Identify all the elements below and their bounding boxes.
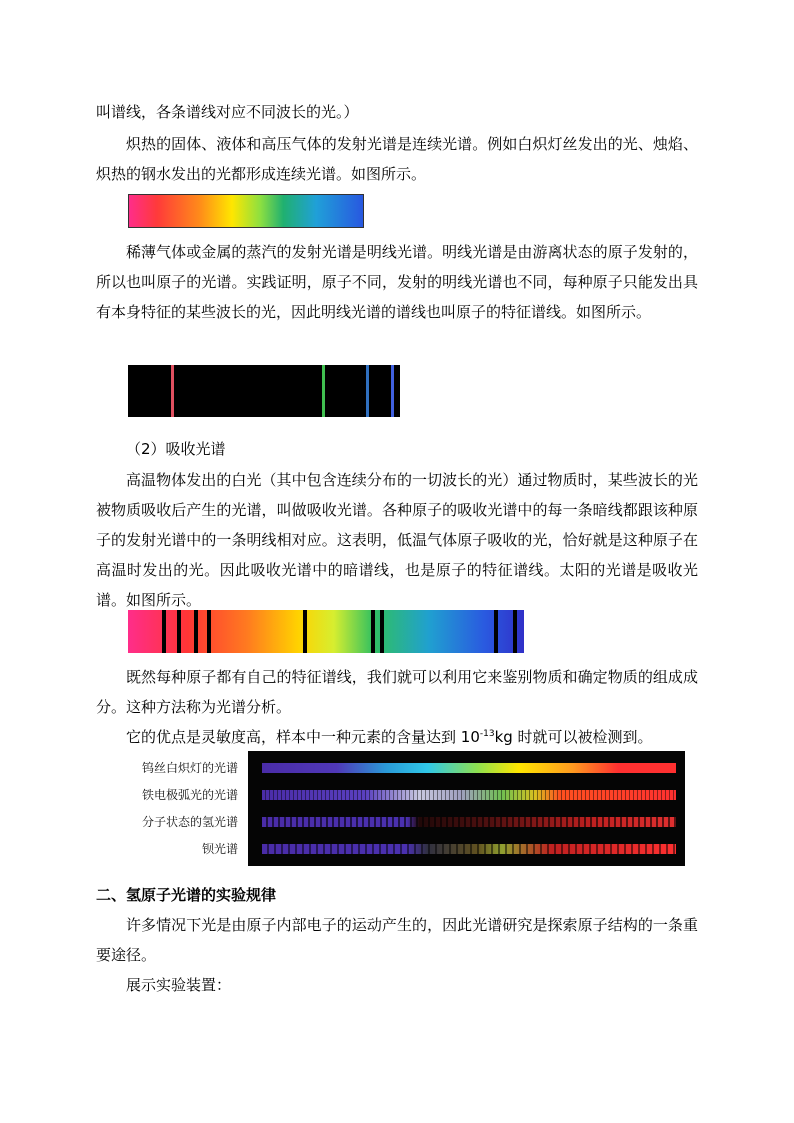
paragraph-spectral-analysis: 既然每种原子都有自己的特征谱线，我们就可以利用它来鉴别物质和确定物质的组成成分。这种方法称为光谱分析。 [96,668,698,716]
hydrogen-molecular-spectrum-strip [262,817,676,827]
absorption-line [162,610,166,653]
paragraph-experiment-setup: 展示实验装置： [126,976,232,994]
line-spectrum-image [128,365,400,417]
continuous-spectrum-image [128,194,364,228]
paragraph-atomic-structure: 许多情况下光是由原子内部电子的运动产生的，因此光谱研究是探索原子结构的一条重要途径。 [96,916,698,964]
absorption-line [494,610,498,653]
emission-line-violet [391,365,394,417]
paragraph-continuous-spectrum: 炽热的固体、液体和高压气体的发射光谱是连续光谱。例如白炽灯丝发出的光、烛焰、炽热的钢水发出的光都形成连续光谱。如图所示。 [96,135,698,183]
absorption-line [371,610,375,653]
absorption-line [380,610,384,653]
absorption-line [303,610,307,653]
emission-line-red [171,365,174,417]
tungsten-spectrum-strip [262,763,676,773]
spectra-background [248,751,685,866]
emission-line-blue [366,365,369,417]
paragraph-absorption-spectrum: 高温物体发出的白光（其中包含连续分布的一切波长的光）通过物质时，某些波长的光被物质吸收后产生的光谱，叫做吸收光谱。各种原子的吸收光谱中的每一条暗线都跟该种原子的发射光谱中的一条明线相对应。这表明，低温气体原子吸收的光，恰好就是这种原子在高温时发出的光。因此吸收光谱中的暗谱线，也是原子的特征谱线。太阳的光谱是吸收光谱。如图所示。 [96,471,698,609]
spectrum-label-hydrogen: 分子状态的氢光谱 [141,815,238,829]
spectrum-label-tungsten: 钨丝白炽灯的光谱 [141,761,238,775]
barium-spectrum-strip [262,844,676,854]
absorption-line [207,610,211,653]
spectrum-label-iron-arc: 铁电极弧光的光谱 [141,788,238,802]
section-heading-hydrogen-spectrum: 二、氢原子光谱的实验规律 [96,886,277,904]
absorption-line [177,610,181,653]
absorption-line [194,610,198,653]
spectrum-label-barium: 钡光谱 [201,842,238,856]
spectra-comparison-figure [128,751,685,866]
paragraph-line-spectrum: 稀薄气体或金属的蒸汽的发射光谱是明线光谱。明线光谱是由游离状态的原子发射的，所以也叫原子的光谱。实践证明，原子不同，发射的明线光谱也不同，每种原子只能发出具有本身特征的某些波长的光，因此明线光谱的谱线也叫原子的特征谱线。如图所示。 [96,243,698,321]
emission-line-green [322,365,325,417]
paragraph-sensitivity: 它的优点是灵敏度高，样本中一种元素的含量达到 $10^{-13}kg$ 时就可以被检测到。 [126,728,653,746]
absorption-line [513,610,517,653]
subsection-absorption-title: （2）吸收光谱 [126,440,226,458]
paragraph-continued: 叫谱线，各条谱线对应不同波长的光。） [96,103,359,121]
absorption-spectrum-image [128,610,524,653]
iron-arc-spectrum-strip [262,790,676,800]
